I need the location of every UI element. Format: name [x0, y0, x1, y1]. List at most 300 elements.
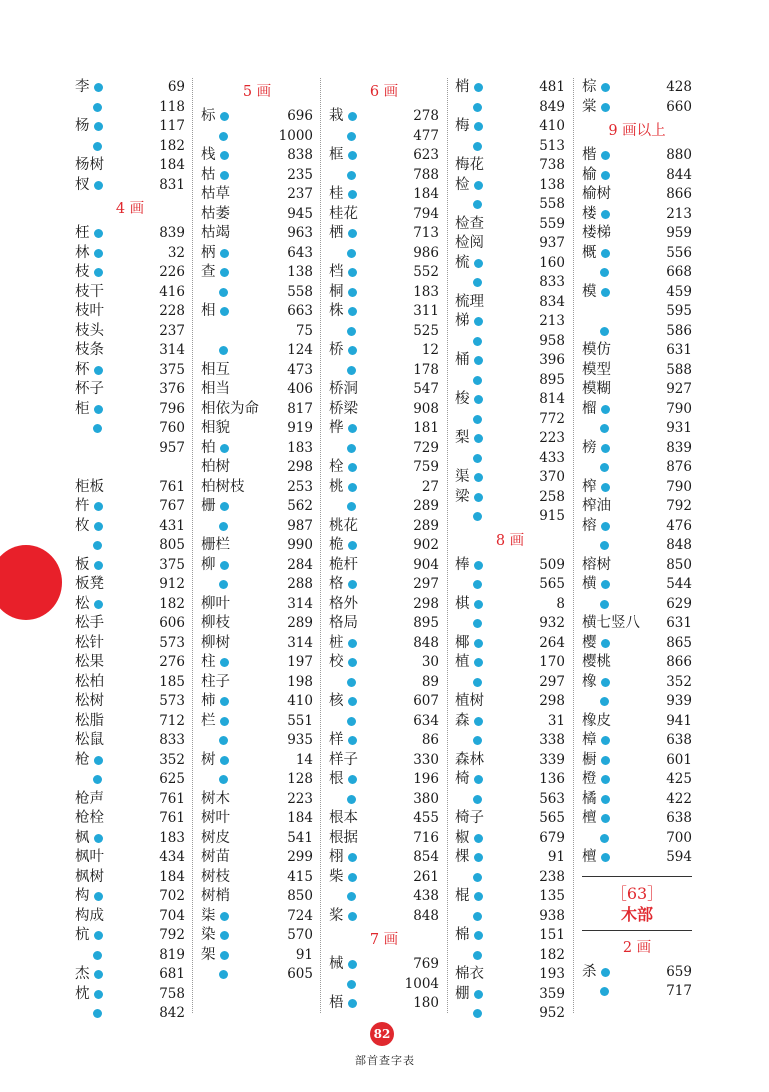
index-entry — [75, 946, 185, 966]
entry-page-number: 183 — [413, 283, 439, 300]
entry-page-number: 289 — [413, 498, 439, 514]
entry-page-number: 629 — [666, 595, 692, 612]
index-entry — [75, 497, 185, 517]
entry-page-number: 459 — [666, 283, 692, 300]
entry-page-number: 595 — [666, 303, 692, 319]
index-entry — [582, 556, 692, 576]
index-entry — [75, 419, 185, 439]
entry-word: 板 — [75, 556, 90, 573]
index-entry — [455, 887, 565, 907]
index-entry — [201, 224, 313, 244]
index-entry — [455, 273, 565, 293]
entry-word: 枝头 — [75, 322, 104, 339]
entry-word: 松鼠 — [75, 732, 104, 748]
entry-page-number: 297 — [413, 576, 439, 592]
entry-word: 枯草 — [201, 186, 230, 202]
writing-marker-icon — [347, 249, 356, 258]
entry-word: 松树 — [75, 693, 104, 709]
writing-marker-icon — [473, 278, 482, 287]
reading-marker-icon — [348, 580, 357, 589]
index-entry — [329, 439, 439, 459]
entry-page-number: 957 — [159, 439, 185, 456]
entry-page-number: 937 — [539, 235, 565, 251]
entry-page-number: 729 — [413, 439, 439, 456]
entry-word: 横七竖八 — [582, 615, 640, 631]
entry-page-number: 298 — [287, 459, 313, 475]
index-entry — [455, 312, 565, 332]
index-entry — [329, 185, 439, 205]
index-entry — [455, 614, 565, 634]
entry-page-number: 668 — [666, 264, 692, 280]
entry-word: 格局 — [329, 615, 358, 631]
reading-marker-icon — [348, 541, 357, 550]
entry-page-number: 86 — [421, 732, 439, 748]
entry-page-number: 410 — [539, 118, 565, 134]
index-entry — [75, 244, 185, 264]
entry-page-number: 415 — [287, 868, 313, 885]
entry-page-number: 842 — [159, 1005, 185, 1021]
entry-page-number: 660 — [666, 98, 692, 115]
entry-page-number: 12 — [421, 342, 439, 358]
entry-word: 桅 — [329, 537, 344, 553]
entry-page-number: 89 — [421, 673, 439, 690]
index-entry — [329, 497, 439, 517]
entry-word: 椅子 — [455, 810, 484, 826]
entry-word: 柳 — [201, 556, 216, 573]
entry-page-number: 558 — [287, 283, 313, 300]
writing-marker-icon — [347, 327, 356, 336]
entry-word: 枪栓 — [75, 810, 104, 826]
entry-page-number: 908 — [413, 400, 439, 417]
entry-page-number: 138 — [287, 264, 313, 280]
index-entry — [582, 692, 692, 712]
index-entry — [201, 556, 313, 576]
entry-page-number: 788 — [413, 166, 439, 183]
index-entry — [75, 341, 185, 361]
entry-word: 桃 — [329, 478, 344, 495]
writing-marker-icon — [219, 288, 228, 297]
entry-word: 棕 — [582, 79, 597, 95]
index-entry — [455, 293, 565, 313]
entry-page-number: 848 — [666, 537, 692, 553]
index-entry — [75, 478, 185, 498]
writing-marker-icon — [473, 142, 482, 151]
index-entry — [329, 400, 439, 420]
entry-page-number: 278 — [413, 108, 439, 124]
entry-word: 枕 — [75, 985, 90, 1002]
index-entry — [455, 78, 565, 98]
entry-word: 检查 — [455, 215, 484, 232]
entry-word: 桂花 — [329, 205, 358, 222]
writing-marker-icon — [600, 424, 609, 433]
writing-marker-icon — [600, 834, 609, 843]
entry-page-number: 601 — [666, 751, 692, 768]
index-entry — [75, 965, 185, 985]
entry-word: 架 — [201, 946, 216, 963]
index-entry — [75, 790, 185, 810]
reading-marker-icon — [94, 366, 103, 375]
entry-word: 椒 — [455, 829, 470, 846]
entry-word: 楼梯 — [582, 225, 611, 241]
entry-page-number: 794 — [413, 205, 439, 222]
entry-word: 梧 — [329, 995, 344, 1011]
index-entry — [582, 400, 692, 420]
entry-page-number: 838 — [287, 147, 313, 163]
entry-word: 杭 — [75, 927, 90, 943]
index-entry — [75, 556, 185, 576]
reading-marker-icon — [474, 317, 483, 326]
index-entry — [455, 488, 565, 508]
entry-word: 根本 — [329, 810, 358, 826]
reading-marker-icon — [220, 756, 229, 765]
entry-page-number: 376 — [159, 381, 185, 397]
reading-marker-icon — [94, 522, 103, 531]
entry-word: 榨油 — [582, 498, 611, 514]
entry-page-number: 834 — [539, 293, 565, 310]
index-entry — [75, 283, 185, 303]
entry-word: 森 — [455, 712, 470, 729]
index-entry — [75, 926, 185, 946]
entry-page-number: 237 — [159, 322, 185, 339]
footer-title: 部首查字表 — [355, 1054, 415, 1067]
reading-marker-icon — [348, 463, 357, 472]
reading-marker-icon — [220, 561, 229, 570]
reading-marker-icon — [474, 356, 483, 365]
entry-word: 柴 — [329, 868, 344, 885]
entry-word: 桨 — [329, 907, 344, 924]
entry-page-number: 631 — [666, 615, 692, 631]
entry-page-number: 792 — [159, 927, 185, 943]
entry-page-number: 833 — [539, 274, 565, 290]
index-entry — [582, 575, 692, 595]
entry-word: 枯 — [201, 166, 216, 183]
entry-page-number: 428 — [666, 79, 692, 95]
index-column-4 — [455, 78, 565, 1024]
entry-page-number: 570 — [287, 927, 313, 943]
index-entry — [75, 712, 185, 732]
reading-marker-icon — [94, 834, 103, 843]
index-entry — [329, 166, 439, 186]
index-entry — [582, 731, 692, 751]
entry-page-number: 643 — [287, 244, 313, 261]
entry-page-number: 704 — [159, 907, 185, 924]
index-entry — [455, 468, 565, 488]
index-entry — [329, 244, 439, 264]
entry-page-number: 919 — [287, 420, 313, 436]
reading-marker-icon — [601, 171, 610, 180]
index-entry — [75, 400, 185, 420]
entry-word: 柄 — [201, 244, 216, 261]
index-entry — [329, 790, 439, 810]
index-entry — [582, 98, 692, 118]
index-entry — [455, 117, 565, 137]
entry-page-number: 790 — [666, 478, 692, 495]
reading-marker-icon — [601, 795, 610, 804]
entry-page-number: 170 — [539, 654, 565, 670]
index-entry — [201, 341, 313, 361]
reading-marker-icon — [94, 181, 103, 190]
entry-word: 樱 — [582, 634, 597, 651]
entry-word: 栖 — [329, 225, 344, 241]
entry-page-number: 759 — [413, 459, 439, 475]
index-column-1 — [75, 78, 185, 1024]
index-entry — [329, 907, 439, 927]
entry-word: 棉衣 — [455, 966, 484, 982]
index-column-2 — [201, 78, 313, 985]
stroke-count-heading: 6 画 — [369, 84, 399, 100]
entry-word: 柳叶 — [201, 595, 230, 612]
writing-marker-icon — [220, 249, 229, 258]
entry-word: 树皮 — [201, 829, 230, 846]
index-entry — [75, 302, 185, 322]
entry-page-number: 370 — [539, 469, 565, 485]
entry-page-number: 945 — [287, 205, 313, 222]
index-entry — [455, 965, 565, 985]
entry-page-number: 850 — [666, 556, 692, 573]
entry-page-number: 183 — [159, 829, 185, 846]
entry-page-number: 594 — [666, 849, 692, 865]
index-entry — [329, 380, 439, 400]
index-entry — [75, 770, 185, 790]
index-entry — [329, 595, 439, 615]
stroke-count-heading: 7 画 — [369, 932, 399, 948]
entry-page-number: 565 — [539, 576, 565, 592]
stroke-count-heading: 8 画 — [495, 532, 525, 549]
index-entry — [455, 351, 565, 371]
entry-page-number: 696 — [287, 108, 313, 124]
reading-marker-icon — [220, 912, 229, 921]
index-entry — [329, 263, 439, 283]
index-entry — [455, 234, 565, 254]
index-entry — [455, 634, 565, 654]
index-entry — [329, 770, 439, 790]
entry-word: 模型 — [582, 361, 611, 378]
entry-page-number: 700 — [666, 829, 692, 846]
entry-page-number: 314 — [159, 342, 185, 358]
index-entry — [201, 731, 313, 751]
entry-page-number: 434 — [159, 849, 185, 865]
index-entry — [75, 224, 185, 244]
index-entry — [75, 176, 185, 196]
entry-page-number: 298 — [413, 595, 439, 612]
radical-number: ［63］ — [610, 883, 664, 903]
index-entry — [329, 458, 439, 478]
entry-word: 柏树枝 — [201, 478, 245, 495]
entry-word: 桃花 — [329, 517, 358, 534]
writing-marker-icon — [347, 444, 356, 453]
entry-word: 桂 — [329, 186, 344, 202]
entry-word: 棵 — [455, 849, 470, 865]
entry-page-number: 573 — [159, 634, 185, 651]
index-entry — [75, 907, 185, 927]
reading-marker-icon — [474, 181, 483, 190]
entry-word: 枝干 — [75, 283, 104, 300]
entry-page-number: 235 — [287, 166, 313, 183]
writing-marker-icon — [601, 103, 610, 112]
entry-page-number: 184 — [413, 186, 439, 202]
writing-marker-icon — [347, 502, 356, 511]
reading-marker-icon — [474, 473, 483, 482]
writing-marker-icon — [473, 415, 482, 424]
index-entry — [329, 887, 439, 907]
writing-marker-icon — [473, 1009, 482, 1018]
index-entry — [201, 887, 313, 907]
entry-page-number: 817 — [287, 400, 313, 417]
writing-marker-icon — [94, 561, 103, 570]
reading-marker-icon — [348, 999, 357, 1008]
reading-marker-icon — [601, 968, 610, 977]
entry-page-number: 128 — [287, 771, 313, 787]
entry-page-number: 238 — [539, 868, 565, 885]
writing-marker-icon — [347, 132, 356, 141]
entry-word: 样 — [329, 732, 344, 748]
entry-page-number: 880 — [666, 147, 692, 163]
entry-page-number: 338 — [539, 732, 565, 748]
entry-page-number: 477 — [413, 127, 439, 144]
entry-page-number: 939 — [666, 693, 692, 709]
index-entry — [201, 926, 313, 946]
index-entry — [582, 380, 692, 400]
reading-marker-icon — [348, 639, 357, 648]
index-entry — [329, 127, 439, 147]
entry-page-number: 184 — [159, 868, 185, 885]
entry-word: 标 — [201, 108, 216, 124]
index-entry — [455, 985, 565, 1005]
entry-page-number: 938 — [539, 907, 565, 924]
index-entry — [329, 955, 439, 975]
index-entry — [329, 994, 439, 1014]
index-entry — [75, 985, 185, 1005]
index-entry — [201, 809, 313, 829]
index-entry — [582, 478, 692, 498]
index-entry — [329, 322, 439, 342]
entry-word: 枫树 — [75, 868, 104, 885]
entry-word: 校 — [329, 654, 344, 670]
entry-page-number: 986 — [413, 244, 439, 261]
reading-marker-icon — [94, 990, 103, 999]
entry-page-number: 1000 — [278, 127, 313, 144]
entry-page-number: 638 — [666, 732, 692, 748]
entry-page-number: 833 — [159, 732, 185, 748]
reading-marker-icon — [474, 853, 483, 862]
entry-word: 档 — [329, 264, 344, 280]
writing-marker-icon — [600, 268, 609, 277]
entry-word: 枯萎 — [201, 205, 230, 222]
entry-page-number: 226 — [159, 264, 185, 280]
index-entry — [201, 497, 313, 517]
writing-marker-icon — [600, 463, 609, 472]
entry-page-number: 198 — [287, 673, 313, 690]
index-entry — [201, 205, 313, 225]
index-entry — [582, 146, 692, 166]
index-entry — [455, 673, 565, 693]
index-entry — [455, 829, 565, 849]
entry-page-number: 819 — [159, 946, 185, 963]
index-entry — [201, 107, 313, 127]
entry-page-number: 663 — [287, 303, 313, 319]
entry-word: 栅栏 — [201, 537, 230, 553]
entry-page-number: 935 — [287, 732, 313, 748]
reading-marker-icon — [220, 307, 229, 316]
reading-marker-icon — [601, 522, 610, 531]
index-entry — [75, 673, 185, 693]
entry-word: 横 — [582, 576, 597, 592]
writing-marker-icon — [600, 697, 609, 706]
entry-word: 柒 — [201, 907, 216, 924]
entry-page-number: 805 — [159, 537, 185, 553]
reading-marker-icon — [474, 892, 483, 901]
entry-word: 橘 — [582, 790, 597, 807]
writing-marker-icon — [93, 103, 102, 112]
index-entry — [582, 829, 692, 849]
reading-marker-icon — [220, 697, 229, 706]
entry-page-number: 117 — [159, 118, 185, 134]
entry-word: 栅 — [201, 498, 216, 514]
entry-page-number: 124 — [287, 342, 313, 358]
entry-word: 松果 — [75, 654, 104, 670]
entry-page-number: 180 — [413, 995, 439, 1011]
entry-page-number: 8 — [556, 595, 565, 612]
index-entry — [582, 497, 692, 517]
entry-page-number: 959 — [666, 225, 692, 241]
reading-marker-icon — [94, 756, 103, 765]
entry-page-number: 769 — [413, 956, 439, 972]
index-entry — [582, 263, 692, 283]
reading-marker-icon — [601, 83, 610, 92]
column-divider — [192, 78, 193, 1013]
index-entry — [455, 1004, 565, 1024]
index-entry — [582, 595, 692, 615]
index-entry — [75, 536, 185, 556]
entry-word: 栏 — [201, 712, 216, 729]
index-entry — [75, 575, 185, 595]
column-divider — [320, 78, 321, 1013]
writing-marker-icon — [347, 795, 356, 804]
entry-word: 樱桃 — [582, 654, 611, 670]
index-entry — [201, 439, 313, 459]
index-entry — [75, 848, 185, 868]
entry-page-number: 586 — [666, 322, 692, 339]
reading-marker-icon — [220, 151, 229, 160]
entry-page-number: 848 — [413, 907, 439, 924]
entry-page-number: 118 — [159, 98, 185, 115]
reading-marker-icon — [94, 83, 103, 92]
entry-word: 根 — [329, 771, 344, 787]
index-entry — [201, 536, 313, 556]
index-entry — [329, 868, 439, 888]
reading-marker-icon — [601, 580, 610, 589]
entry-page-number: 932 — [539, 615, 565, 631]
writing-marker-icon — [219, 580, 228, 589]
entry-word: 柜 — [75, 400, 90, 417]
entry-page-number: 314 — [287, 634, 313, 651]
entry-page-number: 605 — [287, 966, 313, 982]
index-entry — [201, 614, 313, 634]
entry-page-number: 75 — [295, 322, 313, 339]
entry-page-number: 135 — [539, 888, 565, 904]
index-entry — [329, 536, 439, 556]
writing-marker-icon — [600, 541, 609, 550]
reading-marker-icon — [220, 931, 229, 940]
index-entry — [582, 536, 692, 556]
index-entry — [455, 449, 565, 469]
entry-word: 枝叶 — [75, 303, 104, 319]
index-entry — [201, 419, 313, 439]
index-entry — [75, 78, 185, 98]
reading-marker-icon — [94, 122, 103, 131]
entry-page-number: 433 — [539, 449, 565, 466]
index-entry — [455, 751, 565, 771]
